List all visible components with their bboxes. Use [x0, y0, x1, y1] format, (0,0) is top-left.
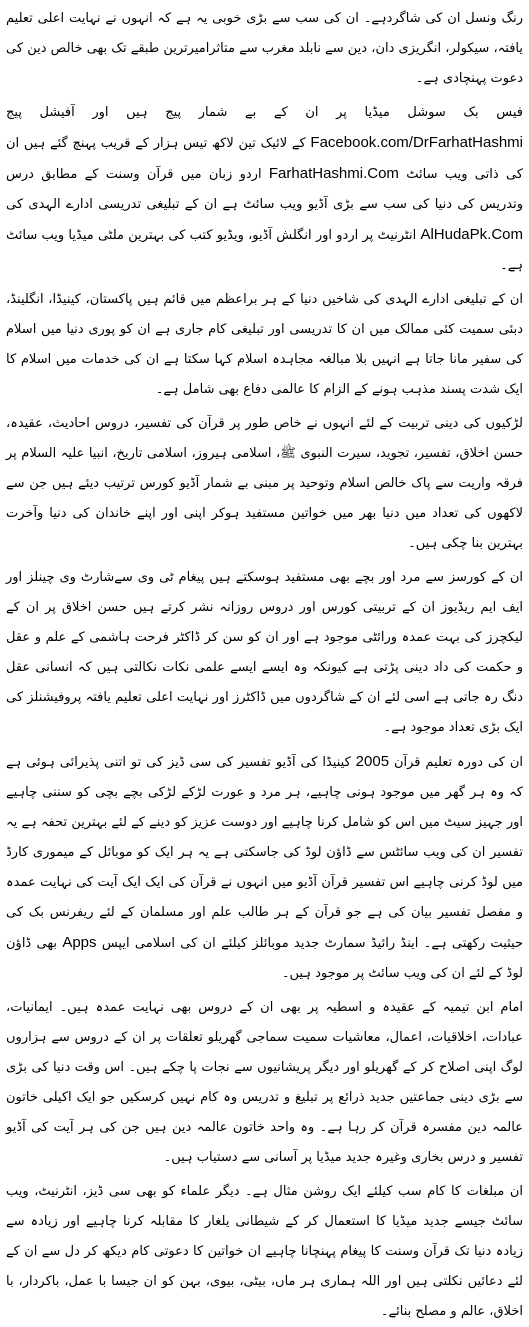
lessons-paragraph: امام ابن تیمیہ کے عقیدہ و اسطیہ پر بھی ان کے دروس بھی نہایت عمدہ ہیں۔ ایمانیات، عبادات، اخلاقیات، اعمال، معاشیات سمیت سماجی گھریلو تعلقات پر ان کے دروس سے ہزاروں لوگ اپنی اصلاح کر کے گھریلو اور دیگر پریشانیوں سے نجات پا چکے ہیں۔ اس وقت دنیا کی بڑی سے بڑی دینی جماعتیں جدید ذرائع پر تبلیغ و تدریس وہ کام نہیں کرسکیں جو ایک اکیلی خاتون عالمہ دین مفسرہ قرآن کر رہا ہے۔ وہ واحد خاتون عالمہ دین ہیں جن کی ہر آیت کی آڈیو تفسیر و درس بخاری وغیرہ جدید میڈیا پر آسانی سے دستیاب ہیں۔ [6, 1000, 523, 1165]
social-media-text-1: فیس بک سوشل میڈیا پر ان کے بے شمار پیج ہیں اور آفیشل پیج [6, 105, 523, 120]
tafseer-text-3: بھی ڈاؤن لوڈ کے لئے ان کی ویب سائٹ پر موجود ہیں۔ [6, 936, 523, 981]
alhuda-link: AlHudaPk.Com [420, 226, 523, 243]
website-link: FarhatHashmi.Com [268, 165, 399, 182]
courses-paragraph: لڑکیوں کی دینی تربیت کے لئے انہوں نے خاص طور پر قرآن کی تفسیر، دروس احادیث، عقیدہ، حسن اخلاق، تفسیر، تجوید، سیرت النبوی ﷺ، اسلامی ہیروز، اسلامی تاریخ، انبیا علیہ السلام پر فرقہ واریت سے پاک خالص اسلام وتوحید پر مبنی بے شمار آڈیو کورس ترتیب دیئے ہیں جن سے لاکھوں کی تعداد میں دنیا بھر میں خواتین مستفید ہوکر اپنی اور اپنے خاندان کی دنیا وآخرت بہترین بنا چکی ہیں۔ [6, 416, 523, 551]
branches-paragraph: ان کے تبلیغی ادارے الہدی کی شاخیں دنیا کے ہر براعظم میں قائم ہیں پاکستان، کینیڈا، انگلینڈ، دبئی سمیت کئی ممالک میں ان کا تدریسی اور تبلیغی کام جاری ہے ان کو پوری دنیا میں اسلام کی سفیر مانا جاتا ہے انہیں بلا مبالغہ مجاہدہ اسلام کہا سکتا ہے ان کی خدمات میں اسلام کا ایک شدت پسند مذہب ہونے کے الزام کا عالمی دفاع بھی شامل ہے۔ [6, 292, 523, 397]
social-media-paragraph [6, 98, 523, 281]
tafseer-text-2: کینیڈا کی آڈیو تفسیر کی سی ڈیز کی تو اتنی پذیرائی ہوئی ہے کہ وہ ہر گھر میں موجود ہونی چاہیے، ہر مرد و عورت لڑکے لڑکی بچے بچی کو سننی چاہیے اور جہیز سیٹ میں اس کو شامل کرنا چاہیے اور دوست عزیز کو دینے کے لئے بہترین تحفہ ہے یہ تفسیر ان کی ویب سائٹس سے ڈاؤن لوڈ کی جاسکتی ہے یہ ہر ایک کو موبائل کے میموری کارڈ میں لوڈ کرنی چاہیے اس تفسیر قرآن آڈیو میں انہوں نے قرآن کی ایک ایک آیت کی نہایت عمدہ و مفصل تفسیر بیان کی ہے جو قرآن کے ہر طالب علم اور مسلمان کے لئے ریفرنس بک کی حیثیت رکھتی ہے۔ اینڈ رائیڈ سمارٹ جدید موبائلز کیلئے ان کی اسلامی ایپس [6, 755, 523, 951]
tafseer-paragraph [6, 747, 523, 989]
tafseer-text-1: ان کی دورہ تعلیم قرآن [393, 755, 523, 770]
intro-paragraph: رنگ ونسل ان کی شاگردہے۔ ان کی سب سے بڑی خوبی یہ ہے کہ انہوں نے نہایت اعلی تعلیم یافتہ، سیکولر، انگریزی دان، دین سے نابلد مغرب سے متاثرامیرترین طبقے تک بھی خالص دین کی دعوت پہنچادی ہے۔ [6, 11, 523, 86]
apps-label: Apps [62, 934, 97, 951]
social-media-text-2: کے لائیک تین لاکھ تیس ہزار کے قریب پہنچ گئے ہیں ان کی ذاتی ویب سائٹ [6, 136, 523, 182]
conclusion-paragraph: ان مبلغات کا کام سب کیلئے ایک روشن مثال ہے۔ دیگر علماء کو بھی سی ڈیز، انٹرنیٹ، ویب سائٹ جیسے جدید میڈیا کا استعمال کر کے شیطانی یلغار کا مقابلہ کرنا چاہیے اور زیادہ سے زیادہ دنیا تک قرآن وسنت کا پیغام پہنچانا چاہیے ان خواتین کا دعوتی کام دیکھ کر دل سے ان کے لئے دعائیں نکلتی ہیں اور اللہ ہماری ہر ماں، بیٹی، بیوی، بہن کو ان جیسا با عمل، باکردار، با اخلاق، عالم و مصلح بنائے۔ [6, 1184, 523, 1319]
tafseer-year: 2005 [355, 753, 390, 770]
social-media-text-4: انٹرنیٹ پر اردو اور انگلش آڈیو، ویڈیو کتب کی بہترین ملٹی میڈیا ویب سائٹ ہے۔ [6, 228, 523, 273]
social-media-text-3: اردو زبان میں قرآن وسنت کے مطابق درس وتدریس کی دنیا کی سب سے بڑی آڈیو ویب سائٹ ہے ان کے تبلیغی تدریسی ادارے الہدی کی [6, 167, 523, 212]
broadcast-paragraph: ان کے کورسز سے مرد اور بچے بھی مستفید ہوسکتے ہیں پیغام ٹی وی سےشارٹ وی چینلز اور ایف ایم ریڈیوز ان کے تربیتی کورس اور دروس روزانہ نشر کرتے ہیں حسن اخلاق پر ان کے لیکچرز کی بہت عمدہ ورائٹی موجود ہے اور ان کو سن کر ڈاکٹر فرحت ہاشمی کے علم و عقل و حکمت کی داد دینی پڑتی ہے کیونکہ وہ ایسے ایسے علمی نکات نکالتی ہیں کہ انسانی عقل دنگ رہ جاتی ہے اسی لئے ان کے شاگردوں میں ڈاکٹرز اور نہایت اعلی تعلیم یافتہ پروفیشنلز کی ایک بڑی تعداد موجود ہے۔ [6, 570, 523, 735]
facebook-link: Facebook.com/DrFarhatHashmi [310, 134, 523, 151]
